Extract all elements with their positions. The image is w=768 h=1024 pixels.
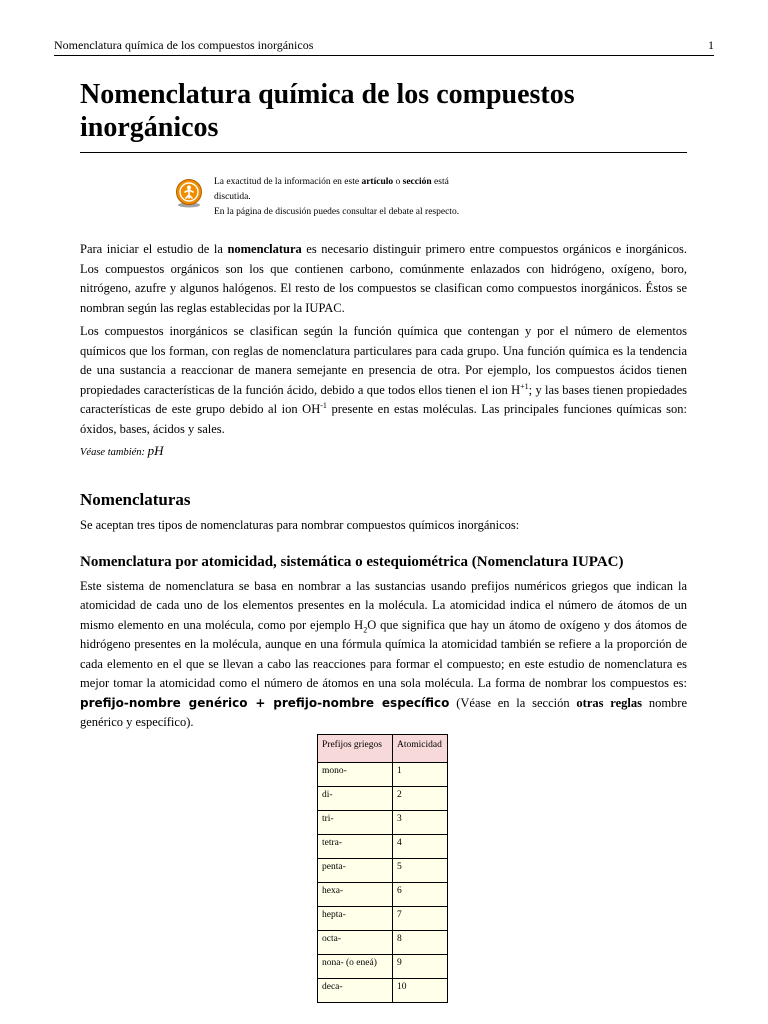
atomicity-cell: 7 — [393, 907, 448, 931]
title-line-1: Nomenclatura química de los compuestos — [80, 79, 575, 110]
atomicity-cell: 9 — [393, 955, 448, 979]
table-row — [318, 979, 448, 1003]
table-row — [318, 859, 448, 883]
table-row — [318, 955, 448, 979]
article-link[interactable]: artículo — [361, 177, 394, 187]
notice-line-1: La exactitud de la información en este artículo o sección está — [214, 177, 449, 187]
prefix-cell: di- — [318, 787, 393, 811]
notice-line-3: En la página de discusión puedes consultar el debate al respecto. — [214, 207, 460, 217]
disputed-icon — [174, 178, 204, 208]
article-content — [80, 78, 687, 733]
table-row — [318, 835, 448, 859]
table-row — [318, 763, 448, 787]
atomicity-cell: 5 — [393, 859, 448, 883]
greek-prefix-table — [317, 734, 448, 1003]
running-header — [54, 38, 714, 56]
column-header-prefijos: Prefijos griegos — [318, 735, 393, 763]
naming-formula: prefijo-nombre genérico + prefijo-nombre específico — [80, 695, 450, 710]
see-also — [80, 443, 687, 461]
prefix-cell: octa- — [318, 931, 393, 955]
subscript: 2 — [363, 625, 368, 634]
subsection-heading: Nomenclatura por atomicidad, sistemática o estequiométrica (Nomenclatura IUPAC) — [80, 553, 624, 570]
notice-line-2: discutida. — [214, 192, 251, 202]
atomicity-cell: 6 — [393, 883, 448, 907]
table-row — [318, 907, 448, 931]
table-row — [318, 811, 448, 835]
paragraph-classification: Los compuestos inorgánicos se clasifican según la función química que contengan y por el número de elementos químicos que los forman, con reglas de nomenclatura particulares para cada grupo. Una función química es la tendencia de una sustancia a reaccionar de manera semejante en presencia de otra. Por ejemplo, los compuestos ácidos tienen propiedades características de la función ácido, debido a que todos ellos tienen el ion $H^{+1}$; y las bases tienen propiedades características de este grupo debido al ion $OH^{-1}$ presente en estas moléculas. Las principales funciones químicas son: óxidos, bases, ácidos y sales. — [80, 324, 687, 436]
page-number: 1 — [708, 38, 714, 52]
atomicity-cell: 1 — [393, 763, 448, 787]
section-heading-nomenclaturas: Nomenclaturas — [80, 490, 191, 509]
atomicity-cell: 8 — [393, 931, 448, 955]
atomicity-cell: 10 — [393, 979, 448, 1003]
superscript: +1 — [520, 381, 529, 391]
prefix-cell: deca- — [318, 979, 393, 1003]
atomicity-cell: 4 — [393, 835, 448, 859]
disputed-notice — [214, 175, 534, 223]
table-row — [318, 931, 448, 955]
table-row — [318, 883, 448, 907]
paragraph-atomicidad: Este sistema de nomenclatura se basa en nombrar a las sustancias usando prefijos numéricos griegos que indican la atomicidad de cada uno de los elementos presentes en la molécula. La atomicidad indica el número de átomos de un mismo elemento en una molécula, como por ejemplo $H_2O$ que significa que hay un átomo de oxígeno y dos átomos de hidrógeno presentes en la molécula, aunque en una fórmula química la atomicidad también se refiere a la proporción de cada elemento en el que se llevan a cabo las reacciones para formar el compuesto; en este estudio de nomenclatura es mejor tomar la atomicidad como el número de átomos en una sola molécula. La forma de nombrar los compuestos es: prefijo-nombre genérico + prefijo-nombre específico (Véase en la sección otras reglas nombre genérico y específico). — [80, 578, 688, 729]
superscript: -1 — [320, 400, 327, 410]
paragraph-intro: Para iniciar el estudio de la nomenclatura es necesario distinguir primero entre compuestos orgánicos e inorgánicos. Los compuestos orgánicos son los que contienen carbono, comúnmente enlazados con hidrógeno, oxígeno, boro, nitrógeno, azufre y algunos halógenos. El resto de los compuestos se clasifican como compuestos inorgánicos. Éstos se nombran según las reglas establecidas por la IUPAC. — [80, 242, 687, 315]
running-title: Nomenclatura química de los compuestos inorgánicos — [54, 38, 314, 52]
atomicity-cell: 3 — [393, 811, 448, 835]
section-intro: Se aceptan tres tipos de nomenclaturas para nombrar compuestos químicos inorgánicos: — [80, 518, 520, 532]
prefix-cell: tri- — [318, 811, 393, 835]
prefix-cell: nona- (o eneá) — [318, 955, 393, 979]
otras-reglas-link[interactable]: otras reglas — [576, 695, 643, 710]
table-row — [318, 787, 448, 811]
prefix-cell: hexa- — [318, 883, 393, 907]
see-also-label: Véase también: — [80, 447, 148, 458]
nomenclatura-link[interactable]: nomenclatura — [227, 242, 302, 256]
prefix-cell: penta- — [318, 859, 393, 883]
title-line-2: inorgánicos — [80, 112, 219, 143]
prefix-cell: mono- — [318, 763, 393, 787]
ph-link[interactable]: pH — [147, 443, 164, 458]
column-header-atomicidad: Atomicidad — [393, 735, 448, 763]
page-title — [80, 78, 687, 153]
table-header-row — [318, 735, 448, 763]
prefix-cell: hepta- — [318, 907, 393, 931]
section-link[interactable]: sección — [402, 177, 432, 187]
atomicity-cell: 2 — [393, 787, 448, 811]
prefix-cell: tetra- — [318, 835, 393, 859]
